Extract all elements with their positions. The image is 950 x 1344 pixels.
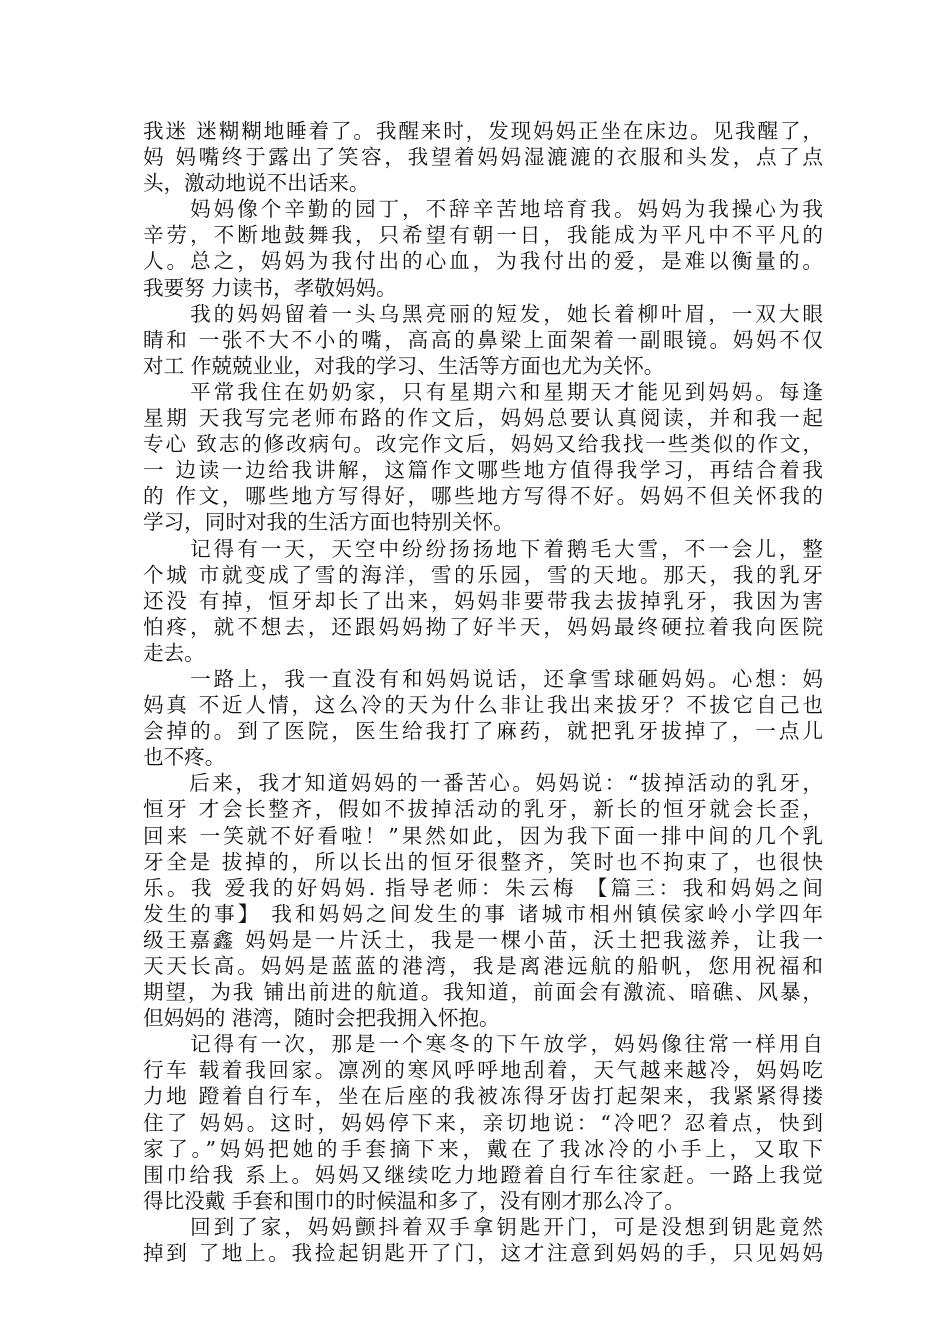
text-line: 走去。 [143, 640, 205, 665]
text-line: 的 作文，哪些地方写得好，哪些地方写得不好。妈妈不但关怀我的 [143, 484, 823, 509]
text-line: 还没 有掉，恒牙却长了出来，妈妈非要带我去拔掉乳牙，我因为害 [143, 588, 823, 613]
text-line: 围巾给我 系上。妈妈又继续吃力地蹬着自行车往家赶。一路上我觉 [143, 1162, 823, 1187]
text-line: 级王嘉鑫 妈妈是一片沃土，我是一棵小苗，沃土把我滋养，让我一 [143, 927, 823, 952]
text-line: 妈真 不近人情，这么冷的天为什么非让我出来拔牙？不拔它自己也 [143, 693, 823, 718]
text-line: 我的妈妈留着一头乌黑亮丽的短发，她长着柳叶眉，一双大眼 [143, 301, 823, 326]
text-line: 记得有一次，那是一个寒冬的下午放学，妈妈像往常一样用自 [143, 1032, 823, 1057]
text-line: 天天长高。妈妈是蓝蓝的港湾，我是离港远航的船帆，您用祝福和 [143, 954, 823, 978]
text-line: 得比没戴 手套和围巾的时候温和多了，没有刚才那么冷了。 [143, 1188, 685, 1213]
text-line: 但妈妈的 港湾，随时会把我拥入怀抱。 [143, 1006, 500, 1031]
text-line: 专心 致志的修改病句。改完作文后，妈妈又给我找一些类似的作文， [143, 432, 823, 457]
text-line: 会掉的。到了医院，医生给我打了麻药，就把乳牙拔掉了，一点儿 [143, 719, 823, 744]
text-line: 对工 作兢兢业业，对我的学习、生活等方面也尤为关怀。 [143, 353, 665, 378]
text-line: 头，激动地说不出话来。 [143, 171, 370, 196]
text-line: 掉到 了地上。我捡起钥匙开了门，这才注意到妈妈的手，只见妈妈 [143, 1241, 823, 1266]
text-line: 星期 天我写完老师布路的作文后，妈妈总要认真阅读，并和我一起 [143, 406, 823, 431]
text-line: 我迷 迷糊糊地睡着了。我醒来时，发现妈妈正坐在床边。见我醒了， [143, 119, 823, 143]
text-line: 恒牙 才会长整齐，假如不拔掉活动的乳牙，新长的恒牙就会长歪， [143, 797, 823, 822]
text-line: 后来，我才知道妈妈的一番苦心。妈妈说：“拔掉活动的乳牙， [143, 771, 823, 796]
text-line: 一路上，我一直没有和妈妈说话，还拿雪球砸妈妈。心想：妈 [143, 666, 823, 691]
text-line: 睛和 一张不大不小的嘴，高高的鼻梁上面架着一副眼镜。妈妈不仅 [143, 327, 823, 352]
text-line: 回到了家，妈妈颤抖着双手拿钥匙开门，可是没想到钥匙竟然 [143, 1214, 823, 1239]
text-line: 学习，同时对我的生活方面也特别关怀。 [143, 510, 514, 535]
text-line: 行车 载着我回家。凛冽的寒风呼呼地刮着，天气越来越冷，妈妈吃 [143, 1058, 823, 1083]
text-line: 也不疼。 [143, 745, 226, 770]
text-line: 我要努 力读书，孝敬妈妈。 [143, 275, 397, 300]
text-line: 回来 一笑就不好看啦！”果然如此，因为我下面一排中间的几个乳 [143, 823, 823, 848]
text-line: 辛劳，不断地鼓舞我，只希望有朝一日，我能成为平凡中不平凡的 [143, 223, 823, 248]
text-line: 怕疼，就不想去，还跟妈妈拗了好半天，妈妈最终硬拉着我向医院 [143, 614, 823, 639]
text-line: 乐。我 爱我的好妈妈. 指导老师：朱云梅 【篇三：我和妈妈之间 [143, 875, 823, 900]
text-line: 牙全是 拔掉的，所以长出的恒牙很整齐，笑时也不拘束了，也很快 [143, 849, 823, 874]
text-line: 一 边读一边给我讲解，这篇作文哪些地方值得我学习，再结合着我 [143, 458, 823, 483]
text-line: 记得有一天，天空中纷纷扬扬地下着鹅毛大雪，不一会儿，整 [143, 536, 823, 561]
text-line: 妈 妈嘴终于露出了笑容，我望着妈妈湿漉漉的衣服和头发，点了点 [143, 145, 823, 170]
text-line: 发生的事】 我和妈妈之间发生的事 诸城市相州镇侯家岭小学四年 [143, 901, 823, 926]
body-text [143, 118, 823, 1266]
text-line: 妈妈像个辛勤的园丁，不辞辛苦地培育我。妈妈为我操心为我 [143, 197, 823, 222]
text-line: 住了 妈妈。这时，妈妈停下来，亲切地说：“冷吧？忍着点，快到 [143, 1110, 823, 1135]
text-line: 个城 市就变成了雪的海洋，雪的乐园，雪的天地。那天，我的乳牙 [143, 562, 823, 587]
text-line: 力地 蹬着自行车，坐在后座的我被冻得牙齿打起架来，我紧紧得搂 [143, 1084, 823, 1109]
text-line: 家了。”妈妈把她的手套摘下来，戴在了我冰冷的小手上，又取下 [143, 1136, 823, 1161]
text-line: 人。总之，妈妈为我付出的心血，为我付出的爱，是难以衡量的。 [143, 249, 823, 274]
text-line: 期望，为我 铺出前进的航道。我知道，前面会有激流、暗礁、风暴， [143, 980, 823, 1005]
text-line: 平常我住在奶奶家，只有星期六和星期天才能见到妈妈。每逢 [143, 379, 823, 404]
